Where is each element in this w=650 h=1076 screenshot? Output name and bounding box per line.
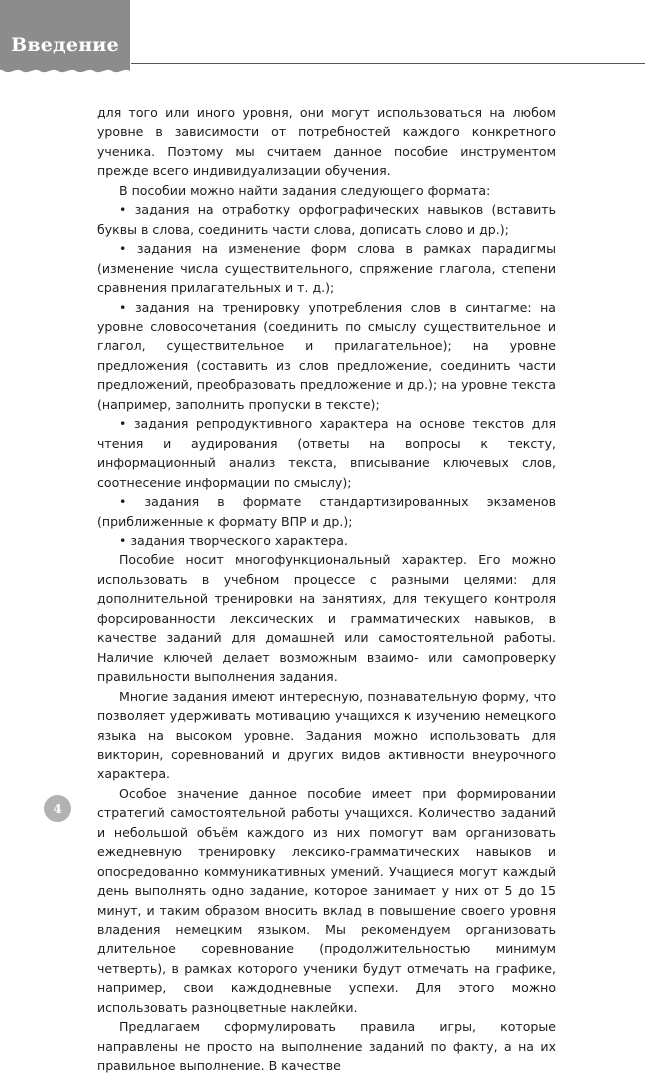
document-body: [97, 103, 556, 1076]
bullet-item: • задания на изменение форм слова в рамках парадигмы (изменение числа существительного, спряжение глагола, степени сравнения прилагательных и т. д.);: [97, 241, 556, 296]
page-number-badge: 4: [44, 795, 71, 822]
paragraph: Пособие носит многофункциональный характер. Его можно использовать в учебном процессе с разными целями: для дополнительной тренировки на занятиях, для текущего контроля форсированности лексических и грамматических навыков, в качестве заданий для домашней или самостоятельной работы. Наличие ключей делает возможным взаимо- или самопроверку правильности выполнения задания.: [97, 552, 556, 685]
header-divider-rule: [131, 63, 645, 64]
bullet-item: • задания репродуктивного характера на основе текстов для чтения и аудирования (ответы на вопросы к тексту, информационный анализ текста, вписывание ключевых слов, соотнесение информации по смыслу);: [97, 416, 556, 490]
paragraph: Предлагаем сформулировать правила игры, которые направлены не просто на выполнение заданий по факту, а на их правильное выполнение. В качестве: [97, 1019, 556, 1074]
paragraph: В пособии можно найти задания следующего формата:: [119, 182, 491, 198]
banner-wave-edge: [0, 64, 130, 78]
page-header: [0, 0, 650, 92]
paragraph: Многие задания имеют интересную, познавательную форму, что позволяет удерживать мотивацию учащихся к изучению немецкого языка на высоком уровне. Задания можно использовать для викторин, соревнований и других видов активности внеурочного характера.: [97, 688, 556, 782]
section-title: Введение: [11, 34, 119, 56]
bullet-item: • задания на тренировку употребления слов в синтагме: на уровне словосочетания (соединить по смыслу существительное и глагол, существительное и прилагательное); на уровне предложения (составить из слов предложение, соединить части предложений, преобразовать предложение и др.); на уровне текста (например, заполнить пропуски в тексте);: [97, 299, 556, 412]
bullet-item: • задания творческого характера.: [119, 532, 348, 548]
bullet-item: • задания на отработку орфографических навыков (вставить буквы в слова, соединить части слова, дописать слово и др.);: [97, 202, 556, 237]
paragraph: для того или иного уровня, они могут использоваться на любом уровне в зависимости от потребностей каждого конкретного ученика. Поэтому мы считаем данное пособие инструментом прежде всего индивидуализации обучения.: [97, 105, 556, 179]
bullet-item: • задания в формате стандартизированных экзаменов (приближенные к формату ВПР и др.);: [97, 494, 556, 529]
paragraph: Особое значение данное пособие имеет при формировании стратегий самостоятельной работы учащихся. Количество заданий и небольшой объём каждого из них помогут вам организовать ежедневную тренировку лексико-грамматических навыков и опосредованно коммуникативных умений. Учащиеся могут каждый день выполнять одно задание, которое занимает у них от 5 до 15 минут, и таким образом вносить вклад в повышение своего уровня владения немецким языком. Мы рекомендуем организовать длительное соревнование (продолжительностью минимум четверть), в рамках которого ученики будут отмечать на графике, например, свои каждодневные успехи. Для этого можно использовать разноцветные наклейки.: [97, 785, 556, 1015]
